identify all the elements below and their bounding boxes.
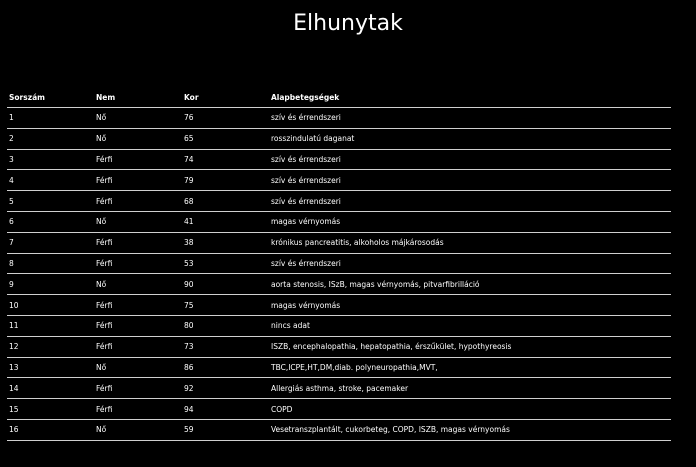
- conditions-cell: rosszindulatú daganat: [269, 128, 671, 149]
- conditions-cell: ISZB, encephalopathia, hepatopathia, érszűkület, hypothyreosis: [269, 336, 671, 357]
- conditions-cell: COPD: [269, 399, 671, 420]
- gender-cell: Férfi: [94, 336, 182, 357]
- gender-cell: Férfi: [94, 191, 182, 212]
- table-header-row: [7, 88, 671, 108]
- age-cell: 94: [182, 399, 269, 420]
- table-row: [7, 211, 671, 232]
- conditions-cell: szív és érrendszeri: [269, 108, 671, 129]
- conditions-cell: nincs adat: [269, 315, 671, 336]
- column-header-sorszam: Sorszám: [7, 88, 94, 108]
- row-number-cell: 1: [7, 108, 94, 129]
- conditions-cell: Allergiás asthma, stroke, pacemaker: [269, 378, 671, 399]
- conditions-cell: TBC,ICPE,HT,DM,diab. polyneuropathia,MVT,: [269, 357, 671, 378]
- table-row: [7, 128, 671, 149]
- column-header-kor: Kor: [182, 88, 269, 108]
- age-cell: 80: [182, 315, 269, 336]
- row-number-cell: 5: [7, 191, 94, 212]
- row-number-cell: 3: [7, 149, 94, 170]
- table-row: [7, 336, 671, 357]
- row-number-cell: 13: [7, 357, 94, 378]
- gender-cell: Férfi: [94, 149, 182, 170]
- gender-cell: Férfi: [94, 253, 182, 274]
- table-row: [7, 191, 671, 212]
- gender-cell: Nő: [94, 274, 182, 295]
- row-number-cell: 7: [7, 232, 94, 253]
- age-cell: 76: [182, 108, 269, 129]
- row-number-cell: 14: [7, 378, 94, 399]
- table-row: [7, 399, 671, 420]
- age-cell: 79: [182, 170, 269, 191]
- table-row: [7, 419, 671, 440]
- age-cell: 65: [182, 128, 269, 149]
- row-number-cell: 11: [7, 315, 94, 336]
- gender-cell: Nő: [94, 419, 182, 440]
- table-row: [7, 378, 671, 399]
- table-row: [7, 108, 671, 129]
- conditions-cell: szív és érrendszeri: [269, 253, 671, 274]
- age-cell: 41: [182, 211, 269, 232]
- row-number-cell: 4: [7, 170, 94, 191]
- row-number-cell: 9: [7, 274, 94, 295]
- conditions-cell: szív és érrendszeri: [269, 191, 671, 212]
- table-row: [7, 295, 671, 316]
- age-cell: 86: [182, 357, 269, 378]
- age-cell: 90: [182, 274, 269, 295]
- row-number-cell: 6: [7, 211, 94, 232]
- age-cell: 53: [182, 253, 269, 274]
- gender-cell: Nő: [94, 211, 182, 232]
- gender-cell: Férfi: [94, 378, 182, 399]
- table-body: [7, 108, 671, 441]
- table-row: [7, 149, 671, 170]
- gender-cell: Férfi: [94, 170, 182, 191]
- table-row: [7, 232, 671, 253]
- row-number-cell: 16: [7, 419, 94, 440]
- row-number-cell: 15: [7, 399, 94, 420]
- conditions-cell: szív és érrendszeri: [269, 170, 671, 191]
- age-cell: 68: [182, 191, 269, 212]
- gender-cell: Férfi: [94, 315, 182, 336]
- age-cell: 73: [182, 336, 269, 357]
- conditions-cell: magas vérnyomás: [269, 295, 671, 316]
- conditions-cell: szív és érrendszeri: [269, 149, 671, 170]
- row-number-cell: 8: [7, 253, 94, 274]
- column-header-alapbetegsegek: Alapbetegségek: [269, 88, 671, 108]
- age-cell: 75: [182, 295, 269, 316]
- row-number-cell: 12: [7, 336, 94, 357]
- age-cell: 92: [182, 378, 269, 399]
- gender-cell: Nő: [94, 357, 182, 378]
- gender-cell: Férfi: [94, 232, 182, 253]
- gender-cell: Férfi: [94, 295, 182, 316]
- age-cell: 74: [182, 149, 269, 170]
- gender-cell: Nő: [94, 108, 182, 129]
- column-header-nem: Nem: [94, 88, 182, 108]
- deceased-table: [7, 88, 671, 441]
- table-header: [7, 88, 671, 108]
- conditions-cell: krónikus pancreatitis, alkoholos májkárosodás: [269, 232, 671, 253]
- gender-cell: Nő: [94, 128, 182, 149]
- conditions-cell: Vesetranszplantált, cukorbeteg, COPD, ISZB, magas vérnyomás: [269, 419, 671, 440]
- conditions-cell: magas vérnyomás: [269, 211, 671, 232]
- row-number-cell: 2: [7, 128, 94, 149]
- gender-cell: Férfi: [94, 399, 182, 420]
- table-row: [7, 274, 671, 295]
- conditions-cell: aorta stenosis, ISzB, magas vérnyomás, pitvarfibrilláció: [269, 274, 671, 295]
- row-number-cell: 10: [7, 295, 94, 316]
- age-cell: 38: [182, 232, 269, 253]
- table-row: [7, 170, 671, 191]
- age-cell: 59: [182, 419, 269, 440]
- page-title: Elhunytak: [293, 11, 403, 36]
- table-row: [7, 357, 671, 378]
- table-row: [7, 315, 671, 336]
- table-row: [7, 253, 671, 274]
